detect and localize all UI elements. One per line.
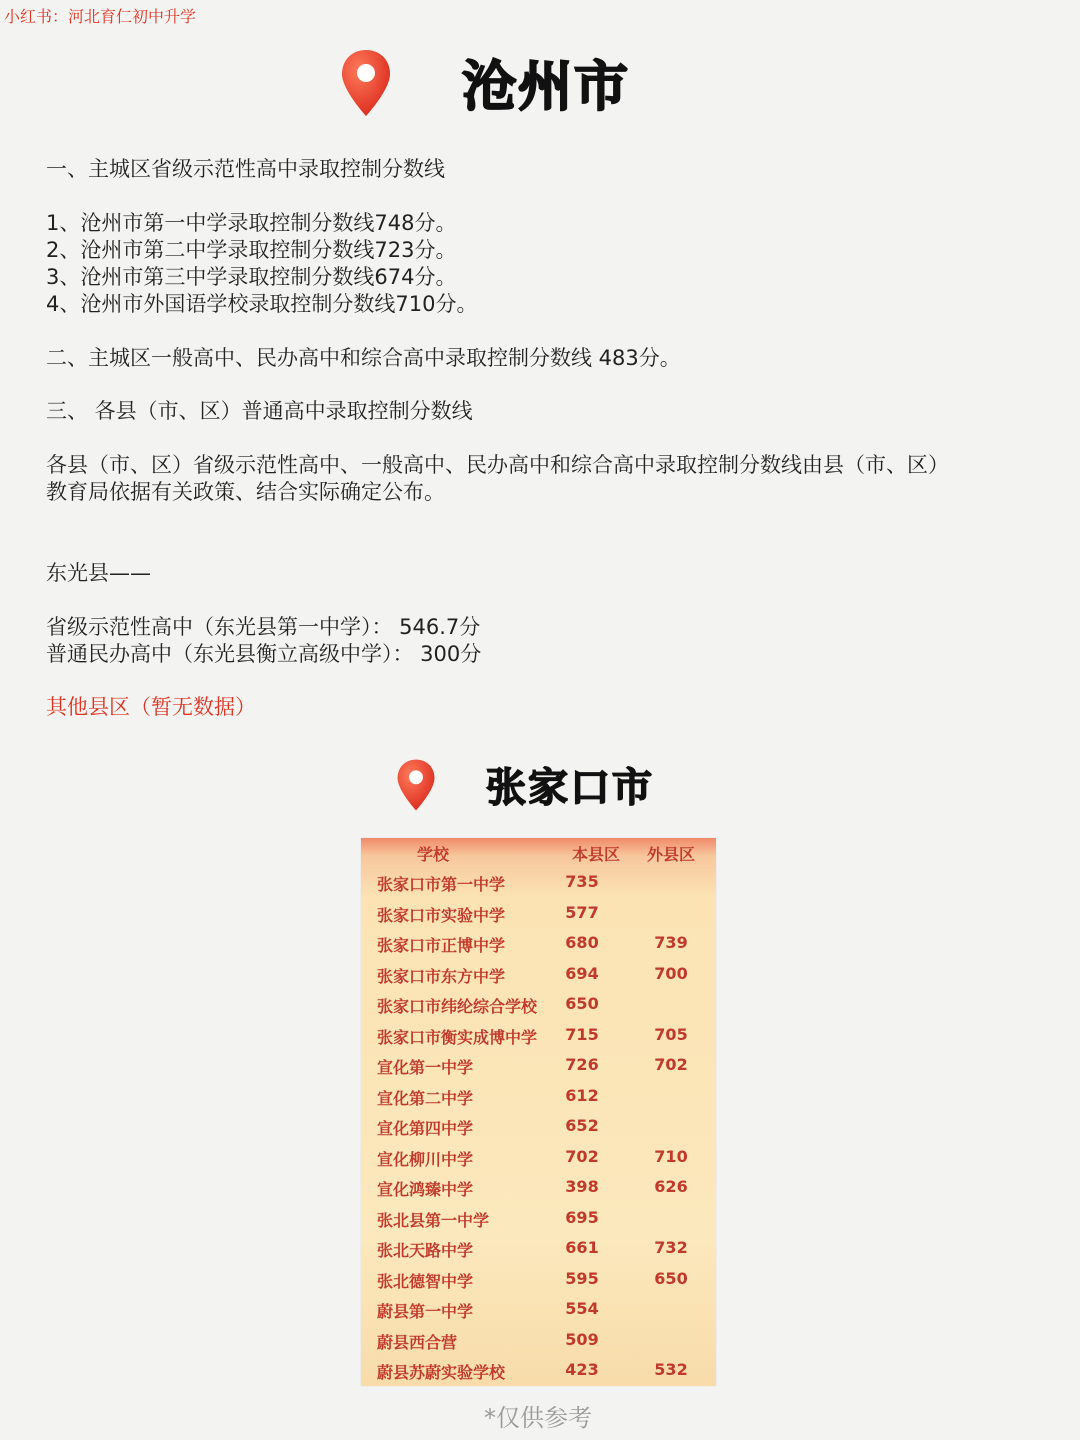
cell-local-score: 735 — [565, 872, 599, 891]
cell-school: 宣化第一中学 — [377, 1058, 474, 1077]
watermark: 小红书：河北育仁初中升学 — [4, 7, 197, 26]
cell-local-score: 554 — [565, 1299, 599, 1318]
cell-outer-score — [631, 1299, 711, 1330]
cell-school: 张家口市正博中学 — [377, 936, 506, 955]
cell-local-score: 577 — [565, 902, 599, 922]
cell-school: 张家口市实验中学 — [377, 905, 506, 925]
cell-school: 宣化柳川中学 — [377, 1149, 474, 1169]
cell-local-score: 509 — [565, 1329, 599, 1349]
cell-school: 宣化第四中学 — [377, 1119, 474, 1138]
cell-local-score: 398 — [565, 1177, 599, 1196]
table-row — [361, 933, 716, 964]
zhangjiakou-header — [396, 756, 654, 813]
cell-school: 宣化第二中学 — [377, 1088, 474, 1108]
cell-local-score: 680 — [565, 933, 599, 952]
table-row — [361, 1086, 716, 1117]
table-row — [361, 1330, 716, 1361]
list-item: 省级示范性高中（东光县第一中学）： 546.7分 — [46, 615, 481, 639]
cell-local-score: 661 — [565, 1238, 599, 1257]
cell-outer-score: 739 — [654, 933, 688, 952]
table-row — [361, 872, 716, 903]
cell-school: 蔚县苏蔚实验学校 — [377, 1363, 506, 1382]
list-item: 1、沧州市第一中学录取控制分数线748分。 — [46, 211, 457, 235]
section2-text: 二、主城区一般高中、民办高中和综合高中录取控制分数线 483分。 — [46, 346, 681, 370]
section1-title: 一、主城区省级示范性高中录取控制分数线 — [46, 157, 445, 181]
list-item: 普通民办高中（东光县衡立高级中学）： 300分 — [46, 642, 482, 666]
cangzhou-header — [340, 44, 630, 121]
table-row — [361, 1299, 716, 1330]
dongguang-title: 东光县—— — [46, 561, 151, 585]
table-row — [361, 1055, 716, 1086]
cell-outer-score — [631, 994, 711, 1025]
cell-outer-score — [631, 1208, 711, 1239]
cell-local-score: 612 — [565, 1085, 599, 1105]
section-title: 张家口市 — [486, 765, 654, 811]
cell-local-score: 694 — [565, 963, 599, 983]
cell-local-score: 695 — [565, 1207, 599, 1227]
cell-local-score: 715 — [565, 1024, 599, 1044]
cell-school: 张北天路中学 — [377, 1241, 474, 1260]
header-local: 本县区 — [571, 845, 620, 864]
section3-body-line2: 教育局依据有关政策、结合实际确定公布。 — [46, 480, 445, 504]
cell-outer-score — [631, 872, 711, 903]
cell-local-score: 595 — [565, 1268, 599, 1288]
table-row — [361, 1147, 716, 1178]
cell-local-score: 423 — [565, 1360, 599, 1379]
cell-local-score: 702 — [565, 1146, 599, 1166]
header-outer: 外县区 — [646, 845, 695, 864]
cell-outer-score: 705 — [654, 1024, 688, 1044]
table-row — [361, 1360, 716, 1391]
location-pin-icon — [396, 758, 436, 812]
cell-outer-score — [631, 1086, 711, 1117]
section3-title: 三、 各县（市、区）普通高中录取控制分数线 — [46, 399, 473, 423]
table-row — [361, 1116, 716, 1147]
cell-outer-score: 732 — [654, 1238, 688, 1257]
score-table — [361, 838, 716, 1386]
cell-outer-score: 710 — [654, 1146, 688, 1166]
table-row — [361, 1177, 716, 1208]
cell-outer-score — [631, 1330, 711, 1361]
table-row — [361, 1025, 716, 1056]
list-item: 4、沧州市外国语学校录取控制分数线710分。 — [46, 292, 478, 316]
cell-local-score: 652 — [565, 1116, 599, 1135]
section3-body-line1: 各县（市、区）省级示范性高中、一般高中、民办高中和综合高中录取控制分数线由县（市、区） — [46, 453, 949, 477]
cell-school: 张家口市东方中学 — [377, 966, 506, 986]
table-header — [361, 842, 716, 868]
list-item: 2、沧州市第二中学录取控制分数线723分。 — [46, 238, 457, 262]
header-school: 学校 — [417, 845, 450, 864]
footnote: *仅供参考 — [484, 1404, 592, 1432]
table-row — [361, 964, 716, 995]
cell-outer-score: 626 — [654, 1177, 688, 1196]
cell-local-score: 726 — [565, 1055, 599, 1074]
table-row — [361, 994, 716, 1025]
cell-school: 张北德智中学 — [377, 1271, 474, 1291]
cell-school: 宣化鸿臻中学 — [377, 1180, 474, 1199]
cell-outer-score: 700 — [654, 963, 688, 983]
cell-school: 张家口市第一中学 — [377, 875, 506, 894]
cell-outer-score: 702 — [654, 1055, 688, 1074]
cell-local-score: 650 — [565, 994, 599, 1013]
cell-outer-score: 650 — [654, 1268, 688, 1288]
location-pin-icon — [340, 48, 392, 118]
page-title: 沧州市 — [462, 55, 630, 118]
cell-school: 张家口市衡实成博中学 — [377, 1027, 538, 1047]
other-districts-note: 其他县区（暂无数据） — [46, 695, 256, 719]
cell-school: 蔚县第一中学 — [377, 1302, 474, 1321]
table-row — [361, 1238, 716, 1269]
cell-outer-score — [631, 1116, 711, 1147]
table-row — [361, 903, 716, 934]
list-item: 3、沧州市第三中学录取控制分数线674分。 — [46, 265, 457, 289]
cell-school: 张北县第一中学 — [377, 1210, 490, 1230]
table-row — [361, 1269, 716, 1300]
cell-school: 蔚县西合营 — [377, 1332, 458, 1352]
table-row — [361, 1208, 716, 1239]
cell-outer-score — [631, 903, 711, 934]
cell-outer-score: 532 — [654, 1360, 688, 1379]
cell-school: 张家口市纬纶综合学校 — [377, 997, 538, 1016]
